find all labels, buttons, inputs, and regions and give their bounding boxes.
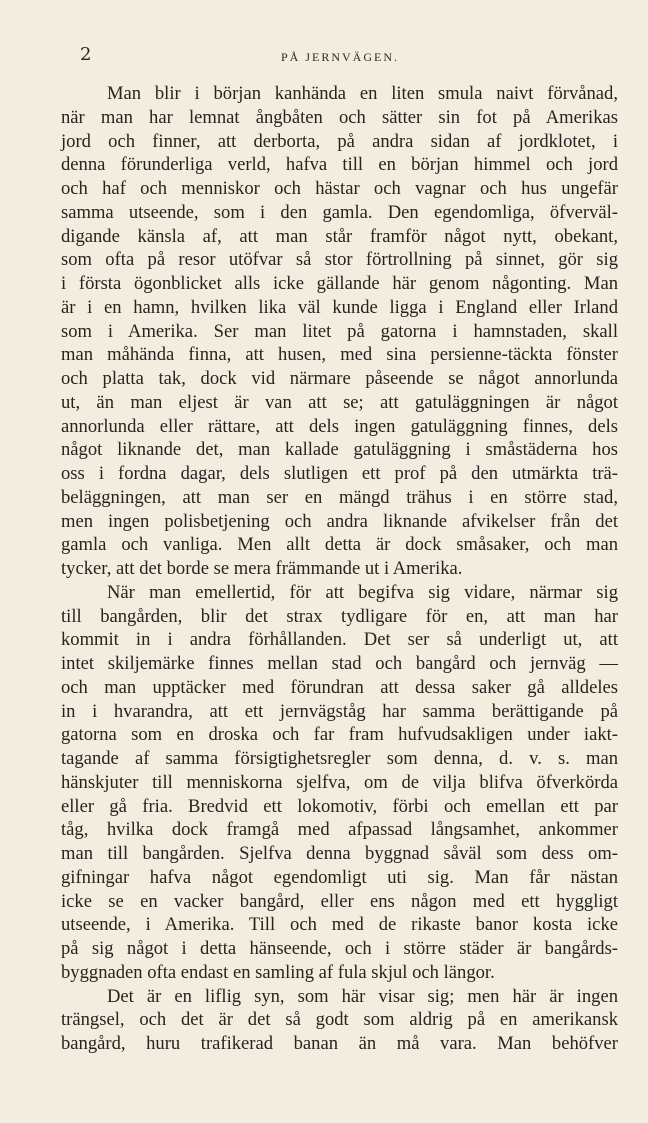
text-line: man till bangården. Sjelfva denna byggnad såväl som dess om- (61, 843, 618, 864)
text-line: oss i fordna dagar, dels slutligen ett prof på den utmärkta trä- (61, 463, 618, 484)
text-line: annorlunda eller rättare, att dels ingen gatuläggning finnes, dels (61, 415, 618, 437)
text-line: denna förunderliga verld, hafva till en början himmel och jord (61, 154, 618, 176)
text-line: bangård, huru trafikerad banan än må vara. Man behöfver (61, 1033, 618, 1054)
text-line: jord och finner, att derborta, på andra sidan af jordklotet, i (61, 130, 618, 152)
text-line: eller gå fria. Bredvid ett lokomotiv, förbi och emellan ett par (61, 795, 618, 817)
text-line: trängsel, och det är det så godt som aldrig på en amerikansk (61, 1009, 618, 1031)
text-line: samma utseende, som i den gamla. Den egendomliga, öfverväl- (61, 201, 618, 223)
text-line: på sig något i detta hänseende, och i större städer är bangårds- (61, 938, 618, 959)
text-line: kommit in i andra förhållanden. Det ser så underligt ut, att (61, 629, 618, 651)
running-head: PÅ JERNVÄGEN. (280, 50, 399, 64)
page-number: 2 (80, 44, 92, 65)
text-line: ut, än man eljest är van att se; att gatuläggningen är något (61, 391, 618, 413)
text-line: digande känsla af, att man står framför något nytt, obekant, (61, 225, 618, 247)
text-line: gamla och vanliga. Men allt detta är dock småsaker, och man (61, 534, 618, 556)
text-line: men ingen polisbetjening och andra liknande afvikelser från det (61, 510, 618, 532)
text-line: tycker, att det borde se mera främmande ut i Amerika. (61, 558, 463, 579)
text-line: gifningar hafva något egendomligt uti sig. Man får nästan (61, 866, 618, 888)
page-header (62, 44, 618, 72)
text-line: intet skiljemärke finnes mellan stad och bangård och jernväg — (61, 653, 618, 674)
text-line: till bangården, blir det strax tydligare för en, att man har (61, 605, 618, 627)
text-line: in i hvarandra, att ett jernvägståg har samma berättigande på (61, 700, 618, 722)
text-line: gatorna som en droska och far fram hufvudsakligen under iakt- (61, 724, 618, 746)
body-text (61, 82, 618, 1056)
text-line: är i en hamn, hvilken lika väl kunde ligga i England eller Irland (61, 296, 618, 318)
text-line: hänskjuter till menniskorna sjelfva, om de vilja blifva öfverkörda (61, 771, 618, 793)
text-line: och platta tak, dock vid närmare påseende se något annorlunda (61, 368, 618, 389)
text-line: och man upptäcker med förundran att dessa saker gå alldeles (61, 676, 618, 698)
text-line: När man emellertid, för att begifva sig vidare, närmar sig (107, 581, 618, 603)
text-line: icke se en vacker bangård, eller ens någon med ett hyggligt (61, 890, 618, 912)
text-line: och haf och menniskor och hästar och vagnar och hus ungefär (61, 178, 618, 199)
text-line: man måhända finna, att husen, med sina persienne-täckta fönster (61, 344, 618, 366)
text-line: Det är en liflig syn, som här visar sig; men här är ingen (107, 985, 618, 1007)
text-line: som i Amerika. Ser man litet på gatorna i hamnstaden, skall (61, 320, 618, 342)
text-line: tagande af samma försigtighetsregler som denna, d. v. s. man (61, 748, 618, 769)
text-line: tåg, hvilka dock framgå med afpassad långsamhet, ankommer (61, 819, 618, 841)
text-line: som ofta på resor utöfvar så stor förtrollning på sinnet, gör sig (61, 249, 618, 271)
text-line: Man blir i början kanhända en liten smula naivt förvånad, (107, 83, 618, 104)
text-line: beläggningen, att man ser en mängd trähus i en större stad, (61, 486, 618, 508)
text-line: något liknande det, man kallade gatuläggning i småstäderna hos (61, 439, 618, 461)
text-line: när man har lemnat ångbåten och sätter sin fot på Amerikas (61, 106, 618, 128)
text-line: byggnaden ofta endast en samling af fula skjul och längor. (61, 961, 495, 983)
text-line: i första ögonblicket alls icke gällande här genom någonting. Man (61, 273, 618, 294)
text-line: utseende, i Amerika. Till och med de rikaste banor kosta icke (61, 914, 618, 936)
